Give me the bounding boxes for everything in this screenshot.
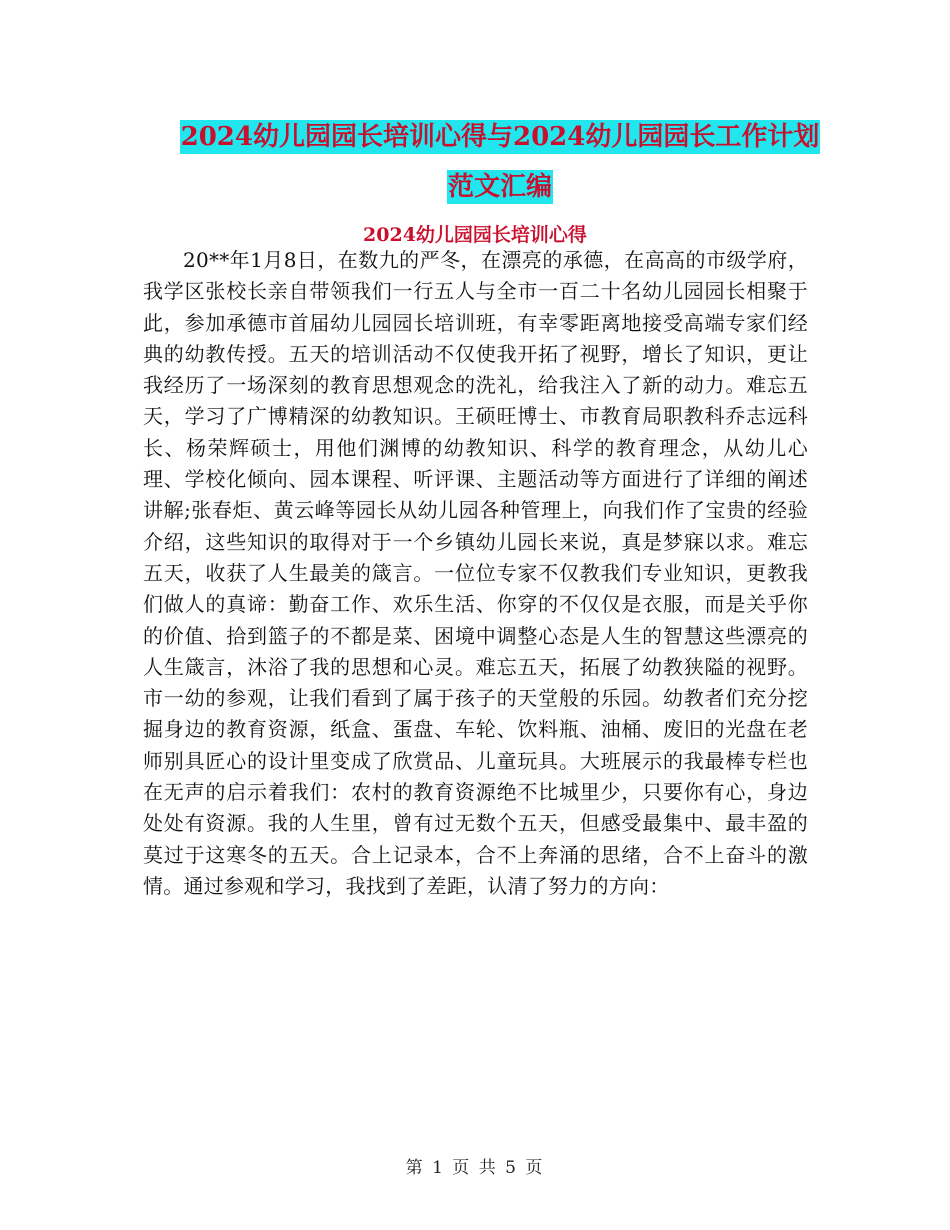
document-title (130, 112, 870, 212)
page-footer: 第 1 页 共 5 页 (405, 1158, 545, 1178)
body-paragraph: 20**年1月8日，在数九的严冬，在漂亮的承德，在高高的市级学府，我学区张校长亲自带领我们一行五人与全市一百二十名幼儿园园长相聚于此，参加承德市首届幼儿园园长培训班，有幸零距离地接受高端专家们经典的幼教传授。五天的培训活动不仅使我开拓了视野，增长了知识，更让我经历了一场深刻的教育思想观念的洗礼，给我注入了新的动力。难忘五天，学习了广博精深的幼教知识。王硕旺博士、市教育局职教科乔志远科长、杨荣辉硕士，用他们渊博的幼教知识、科学的教育理念，从幼儿心理、学校化倾向、园本课程、听评课、主题活动等方面进行了详细的阐述讲解;张春炬、黄云峰等园长从幼儿园各种管理上，向我们作了宝贵的经验介绍，这些知识的取得对于一个乡镇幼儿园长来说，真是梦寐以求。难忘五天，收获了人生最美的箴言。一位位专家不仅教我们专业知识，更教我们做人的真谛：勤奋工作、欢乐生活、你穿的不仅仅是衣服，而是关乎你的价值、拾到篮子的不都是菜、困境中调整心态是人生的智慧这些漂亮的人生箴言，沐浴了我的思想和心灵。难忘五天，拓展了幼教狭隘的视野。市一幼的参观，让我们看到了属于孩子的天堂般的乐园。幼教者们充分挖掘身边的教育资源，纸盒、蛋盘、车轮、饮料瓶、油桶、废旧的光盘在老师别具匠心的设计里变成了欣赏品、儿童玩具。大班展示的我最棒专栏也在无声的启示着我们：农村的教育资源绝不比城里少，只要你有心，身边处处有资源。我的人生里，曾有过无数个五天，但感受最集中、最丰盈的莫过于这寒冬的五天。合上记录本，合不上奔涌的思绪，合不上奋斗的激情。通过参观和学习，我找到了差距，认清了努力的方向： (143, 248, 808, 898)
document-title-line1: 2024幼儿园园长培训心得与2024幼儿园园长工作计划 (180, 122, 820, 152)
section-title: 2024幼儿园园长培训心得 (363, 224, 587, 246)
document-title-line2: 范文汇编 (447, 172, 552, 202)
